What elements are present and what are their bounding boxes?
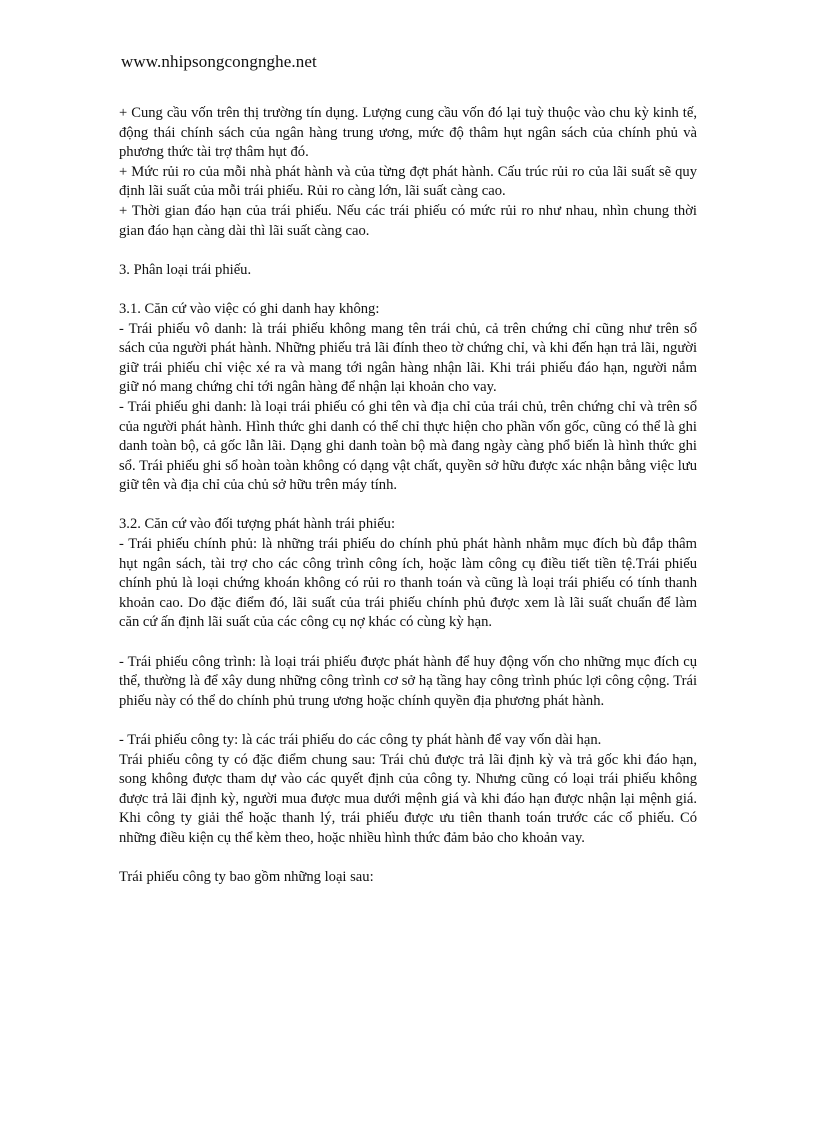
section-heading-classification: 3. Phân loại trái phiếu. — [119, 261, 252, 278]
paragraph-project-bond: - Trái phiếu công trình: là loại trái phiếu được phát hành để huy động vốn cho những mục đích cụ thể, thường là để xây dung những công trình cơ sở hạ tầng hay công trình phúc lợi công cộng. Trái phiếu này có thể do chính phủ trung ương hoặc chính quyền địa phương phát hành. — [119, 653, 697, 709]
paragraph-corporate-bond-types: Trái phiếu công ty bao gồm những loại sau: — [119, 869, 374, 886]
paragraph-corporate-bond: - Trái phiếu công ty: là các trái phiếu do các công ty phát hành để vay vốn dài hạn. — [119, 732, 602, 748]
paragraph-gap — [119, 280, 697, 300]
paragraph-corporate-bond-features: Trái phiếu công ty có đặc điểm chung sau: Trái chủ được trả lãi định kỳ và trả gốc khi đáo hạn, song không được tham dự vào các quyết định của công ty. Nhưng cũng có loại trái phiếu không được trả lãi định kỳ, người mua được mua dưới mệnh giá và khi đáo hạn được nhận lại mệnh giá. Khi công ty giải thể hoặc thanh lý, trái phiếu được ưu tiên thanh toán trước các cổ phiếu. Có những điều kiện cụ thể kèm theo, hoặc nhiều hình thức đảm bảo cho khoản vay. — [119, 751, 697, 846]
paragraph-gap — [119, 711, 697, 731]
paragraph-government-bond: - Trái phiếu chính phủ: là những trái phiếu do chính phủ phát hành nhằm mục đích bù đắp thâm hụt ngân sách, tài trợ cho các công trình công ích, hoặc làm công cụ điều tiết tiền tệ.Trái phiếu chính phủ là loại chứng khoán không có rủi ro thanh toán và cũng là loại trái phiếu có tính thanh khoản cao. Do đặc điểm đó, lãi suất của trái phiếu chính phủ được xem là lãi suất chuẩn để làm căn cứ ấn định lãi suất của các công cụ nợ khác có cùng kỳ hạn. — [119, 536, 697, 631]
paragraph-gap — [119, 496, 697, 516]
document-body — [119, 104, 697, 888]
subsection-heading-issuer: 3.2. Căn cứ vào đối tượng phát hành trái phiếu: — [119, 516, 396, 533]
paragraph-bearer-bond: - Trái phiếu vô danh: là trái phiếu không mang tên trái chủ, cả trên chứng chỉ cũng như trên sổ sách của người phát hành. Những phiếu trả lãi đính theo tờ chứng chỉ, và khi đến hạn trả lãi, người giữ trái phiếu chỉ việc xé ra và mang tới ngân hàng nhận lãi. Khi trái phiếu đáo hạn, người nắm giữ nó mang chứng chỉ tới ngân hàng để nhận lại khoản cho vay. — [119, 320, 697, 396]
paragraph-gap — [119, 241, 697, 261]
paragraph-supply-demand: + Cung cầu vốn trên thị trường tín dụng. Lượng cung cầu vốn đó lại tuỳ thuộc vào chu kỳ kinh tế, động thái chính sách của ngân hàng trung ương, mức độ thâm hụt ngân sách của chính phủ và phương thức tài trợ thâm hụt đó. — [119, 105, 697, 161]
paragraph-gap — [119, 633, 697, 653]
subsection-heading-registration: 3.1. Căn cứ vào việc có ghi danh hay không: — [119, 300, 380, 317]
site-header: www.nhipsongcongnghe.net — [121, 52, 317, 71]
paragraph-registered-bond: - Trái phiếu ghi danh: là loại trái phiếu có ghi tên và địa chỉ của trái chủ, trên chứng chỉ và trên sổ của người phát hành. Hình thức ghi danh có thể chỉ thực hiện cho phần vốn gốc, cũng có thể là ghi danh toàn bộ, cả gốc lẫn lãi. Dạng ghi danh toàn bộ mà đang ngày càng phổ biến là hình thức ghi sổ. Trái phiếu ghi sổ hoàn toàn không có dạng vật chất, quyền sở hữu được xác nhận bằng việc lưu giữ tên và địa chỉ của chủ sở hữu trên máy tính. — [119, 398, 697, 494]
paragraph-gap — [119, 849, 697, 869]
paragraph-risk-level: + Mức rủi ro của mỗi nhà phát hành và của từng đợt phát hành. Cấu trúc rủi ro của lãi suất sẽ quy định lãi suất của mỗi trái phiếu. Rủi ro càng lớn, lãi suất càng cao. — [119, 163, 697, 200]
paragraph-maturity: + Thời gian đáo hạn của trái phiếu. Nếu các trái phiếu có mức rủi ro như nhau, nhìn chung thời gian đáo hạn càng dài thì lãi suất càng cao. — [119, 202, 697, 239]
